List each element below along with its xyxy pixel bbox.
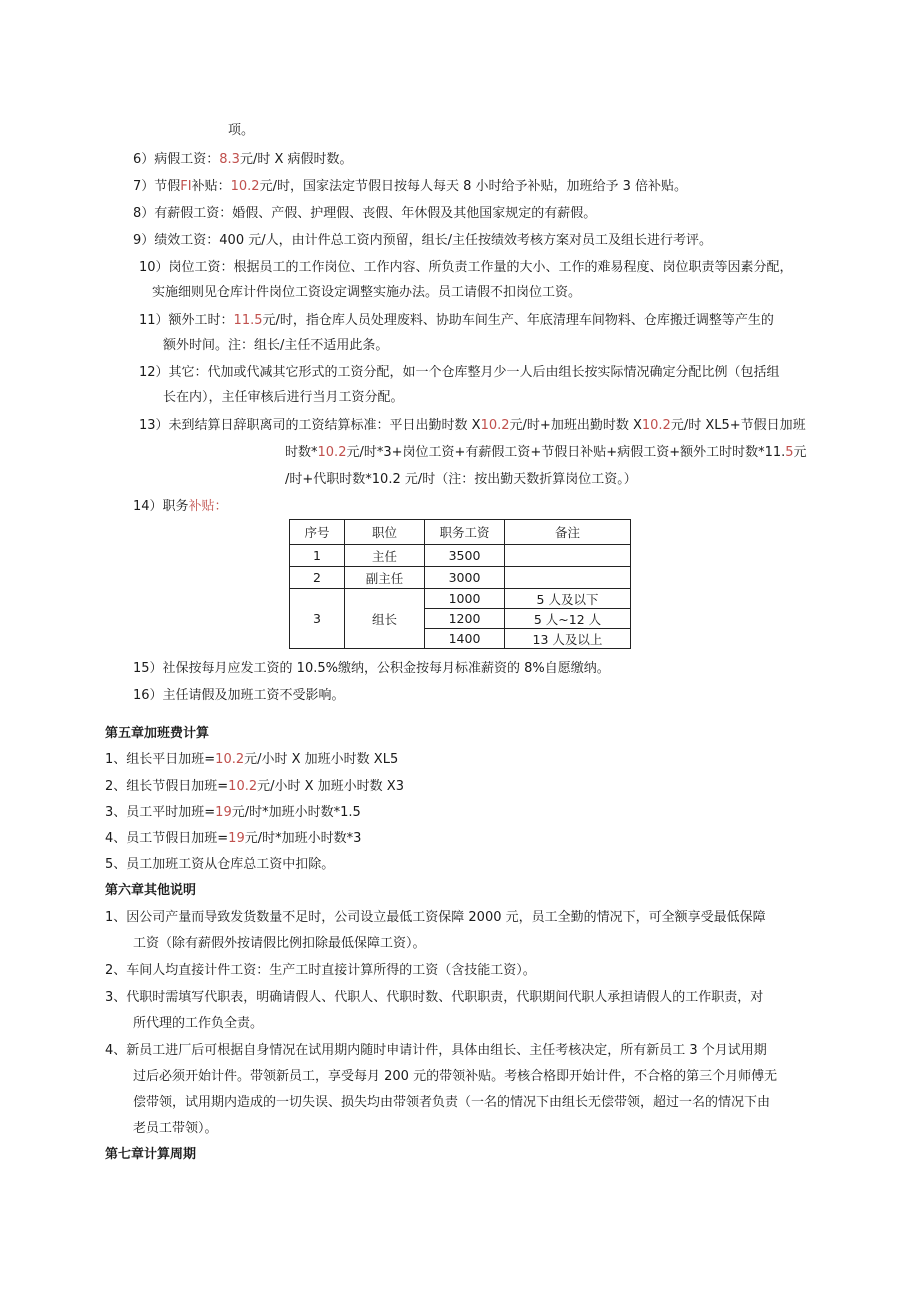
ch6-para-3-line-1: 3、代职时需填写代职表，明确请假人、代职人、代职时数、代职职责，代职期间代职人承担请假人的工作职责，对 xyxy=(105,990,764,1005)
table-row: 2 副主任 3000 xyxy=(290,567,631,589)
settlement-line-1: 13）未到结算日辞职离司的工资结算标准：平日出勤时数 X10.2元/时+加班出勤时数 X10.2元/时 XL5+节假日加班 xyxy=(139,418,806,433)
ch5-item-1: 1、组长平日加班=10.2元/小时 X 加班小时数 XL5 xyxy=(105,752,399,767)
ch6-para-2: 2、车间人均直接计件工资：生产工时直接计算所得的工资（含技能工资）。 xyxy=(105,963,536,978)
chapter-6-title: 第六章其他说明 xyxy=(105,883,197,898)
header-note: 备注 xyxy=(505,520,631,545)
table-row: 1200 5 人~12 人 xyxy=(290,609,631,629)
ch5-item-4: 4、员工节假日加班=19元/时*加班小时数*3 xyxy=(105,831,362,846)
other-line-2: 长在内），主任审核后进行当月工资分配。 xyxy=(163,390,404,405)
table-row: 1 主任 3500 xyxy=(290,545,631,567)
header-position: 职位 xyxy=(345,520,425,545)
ch6-para-1-line-1: 1、因公司产量而导致发货数量不足时，公司设立最低工资保障 2000 元，员工全勤的情况下，可全额享受最低保障 xyxy=(105,910,766,925)
header-salary: 职务工资 xyxy=(425,520,505,545)
table-header-row xyxy=(290,520,631,545)
extra-hours-line: 11）额外工时：11.5元/时，指仓库人员处理废料、协助车间生产、年底清理车间物料、仓库搬迁调整等产生的 xyxy=(139,313,774,328)
sick-rate: 8.3 xyxy=(219,152,240,167)
extra-rate: 11.5 xyxy=(233,313,263,328)
ch5-item-3: 3、员工平时加班=19元/时*加班小时数*1.5 xyxy=(105,805,361,820)
post-salary-line-1: 10）岗位工资：根据员工的工作岗位、工作内容、所负责工作量的大小、工作的难易程度、岗位职责等因素分配， xyxy=(139,260,793,275)
ch6-para-4-line-3: 偿带领，试用期内造成的一切失误、损失均由带领者负责（一名的情况下由组长无偿带领，超过一名的情况下由 xyxy=(133,1095,771,1110)
extra-hours-line-2: 额外时间。注：组长/主任不适用此条。 xyxy=(163,338,389,353)
social-security-line: 15）社保按每月应发工资的 10.5%缴纳，公积金按每月标准薪资的 8%自愿缴纳。 xyxy=(133,661,610,676)
paid-leave-line: 8）有薪假工资：婚假、产假、护理假、丧假、年休假及其他国家规定的有薪假。 xyxy=(133,206,597,221)
chapter-5-title: 第五章加班费计算 xyxy=(105,726,210,741)
ch6-para-3-line-2: 所代理的工作负全责。 xyxy=(133,1016,264,1031)
settlement-line-2: 时数*10.2元/时*3+岗位工资+有薪假工资+节假日补贴+病假工资+额外工时时数*11.5元 xyxy=(285,445,807,460)
ch5-item-5: 5、员工加班工资从仓库总工资中扣除。 xyxy=(105,857,335,872)
post-salary-line-2: 实施细则见仓库计件岗位工资设定调整实施办法。员工请假不扣岗位工资。 xyxy=(152,285,582,300)
holiday-rate: 10.2 xyxy=(230,179,260,194)
ch6-para-4-line-4: 老员工带领）。 xyxy=(133,1121,218,1136)
ch6-para-1-line-2: 工资（除有薪假外按请假比例扣除最低保障工资）。 xyxy=(133,936,426,951)
holiday-subsidy-line: 7）节假FI补贴：10.2元/时，国家法定节假日按每人每天 8 小时给予补贴，加班给予 3 倍补贴。 xyxy=(133,179,688,194)
header-no: 序号 xyxy=(290,520,345,545)
item-tail: 项。 xyxy=(228,123,255,138)
sick-leave-line: 6）病假工资：8.3元/时 X 病假时数。 xyxy=(133,152,353,167)
table-row: 3 组长 1000 5 人及以下 xyxy=(290,589,631,609)
chapter-7-title: 第七章计算周期 xyxy=(105,1147,197,1162)
ch5-item-2: 2、组长节假日加班=10.2元/小时 X 加班小时数 X3 xyxy=(105,779,404,794)
table-row: 1400 13 人及以上 xyxy=(290,629,631,649)
ch6-para-4-line-2: 过后必须开始计件。带领新员工，享受每月 200 元的带领补贴。考核合格即开始计件，不合格的第三个月师傅无 xyxy=(133,1069,778,1084)
other-line-1: 12）其它：代加或代减其它形式的工资分配，如一个仓库整月少一人后由组长按实际情况确定分配比例（包括组 xyxy=(139,365,780,380)
duty-salary-table xyxy=(289,519,631,649)
director-line: 16）主任请假及加班工资不受影响。 xyxy=(133,688,345,703)
duty-subsidy-title: 14）职务补贴： xyxy=(133,499,228,514)
ch6-para-4-line-1: 4、新员工进厂后可根据自身情况在试用期内随时申请计件，具体由组长、主任考核决定，所有新员工 3 个月试用期 xyxy=(105,1043,767,1058)
settlement-line-3: /时+代职时数*10.2 元/时（注：按出勤天数折算岗位工资。） xyxy=(285,472,637,487)
performance-line: 9）绩效工资：400 元/人，由计件总工资内预留，组长/主任按绩效考核方案对员工及组长进行考评。 xyxy=(133,233,712,248)
